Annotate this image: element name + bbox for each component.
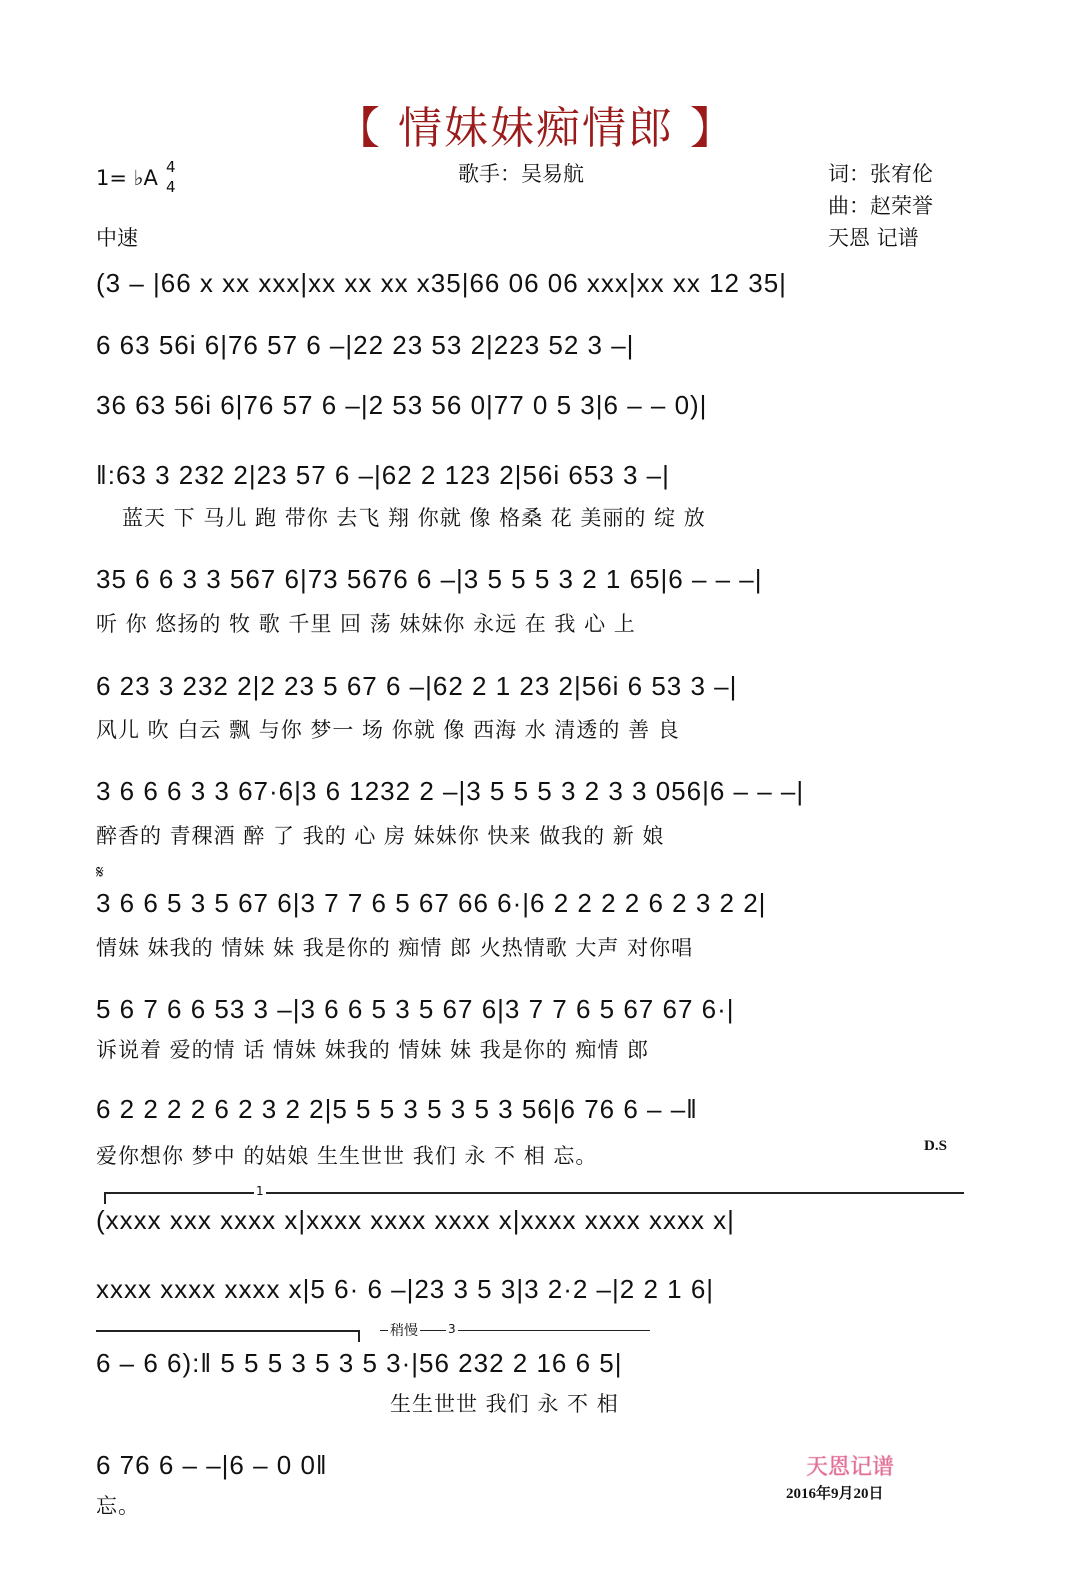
notation-row-1: (3 – |66 x xx xxx|xx xx xx x35|66 06 06 xxx|xx xx 12 35| xyxy=(96,268,787,298)
tempo-marking: 中速 xyxy=(96,226,138,250)
notation-row-5: 35 6 6 3 3 567 6|73 5676 6 –|3 5 5 5 3 2 1 65|6 – – –| xyxy=(96,564,763,594)
ending-bracket-line xyxy=(96,1330,360,1332)
time-signature-top: 4 xyxy=(166,158,176,176)
notation-row-9: 5 6 7 6 6 53 3 –|3 6 6 5 3 5 67 6|3 7 7 6 5 67 67 6·| xyxy=(96,994,735,1024)
notation-row-13: 6 – 6 6):‖ 5 5 5 3 5 3 5 3·|56 232 2 16 6 5| xyxy=(96,1348,623,1378)
notation-row-6: 6 23 3 232 2|2 23 5 67 6 –|62 2 1 23 2|56i 6 53 3 –| xyxy=(96,671,738,701)
composer-credit: 曲：赵荣誉 xyxy=(828,194,933,218)
lyrics-row-6: 风儿 吹 白云 飘 与你 梦一 场 你就 像 西海 水 清透的 善 良 xyxy=(96,718,680,742)
notation-row-7: 3 6 6 6 3 3 67·6|3 6 1232 2 –|3 5 5 5 3 2 3 3 056|6 – – –| xyxy=(96,776,805,806)
notation-row-4: ‖:63 3 232 2|23 57 6 –|62 2 123 2|56i 653 3 –| xyxy=(96,460,670,490)
transcriber-stamp: 天恩记谱 xyxy=(806,1455,895,1480)
date-label: 2016年9月20日 xyxy=(786,1486,884,1502)
lyrics-row-13: 生生世世 我们 永 不 相 xyxy=(390,1392,619,1416)
volta-number: 1 xyxy=(256,1184,264,1198)
notation-row-3: 36 63 56i 6|76 57 6 –|2 53 56 0|77 0 5 3|6 – – 0)| xyxy=(96,390,708,420)
notation-row-12: xxxx xxxx xxxx x|5 6· 6 –|23 3 5 3|3 2·2 –|2 2 1 6| xyxy=(96,1274,715,1304)
lyrics-row-5: 听 你 悠扬的 牧 歌 千里 回 荡 妹妹你 永远 在 我 心 上 xyxy=(96,612,636,636)
lyricist-credit: 词：张宥伦 xyxy=(828,162,933,186)
ending-bracket-right xyxy=(358,1330,360,1342)
page-title: 【 情妹妹痴情郎 】 xyxy=(336,103,736,154)
lyrics-row-4: 蓝天 下 马儿 跑 带你 去飞 翔 你就 像 格桑 花 美丽的 绽 放 xyxy=(122,506,706,530)
volta-bracket-left xyxy=(104,1192,106,1204)
lyrics-row-9: 诉说着 爱的情 话 情妹 妹我的 情妹 妹 我是你的 痴情 郎 xyxy=(96,1038,650,1062)
notation-row-2: 6 63 56i 6|76 57 6 –|22 23 53 2|223 52 3 –| xyxy=(96,330,635,360)
segno-mark: 𝄋 xyxy=(96,862,104,883)
volta-bracket-line xyxy=(104,1192,964,1194)
slow-triplet: 3 xyxy=(448,1322,456,1336)
lyrics-row-14: 忘。 xyxy=(96,1494,140,1518)
slow-marking: 稍慢 xyxy=(388,1320,420,1340)
lyrics-row-8: 情妹 妹我的 情妹 妹 我是你的 痴情 郎 火热情歌 大声 对你唱 xyxy=(96,936,694,960)
lyrics-row-10: 爱你想你 梦中 的姑娘 生生世世 我们 永 不 相 忘。 xyxy=(96,1144,598,1168)
time-signature-bottom: 4 xyxy=(166,178,176,196)
singer-credit: 歌手：吴易航 xyxy=(458,162,584,186)
ds-mark: D.S xyxy=(924,1138,947,1154)
notation-row-14: 6 76 6 – –|6 – 0 0‖ xyxy=(96,1450,328,1480)
notation-row-11: (xxxx xxx xxxx x|xxxx xxxx xxxx x|xxxx xxxx xxxx x| xyxy=(96,1205,735,1235)
notation-row-8: 3 6 6 5 3 5 67 6|3 7 7 6 5 67 66 6·|6 2 2 2 2 6 2 3 2 2| xyxy=(96,888,767,918)
key-signature: 1= ♭A xyxy=(96,166,158,190)
transcriber-credit: 天恩 记谱 xyxy=(828,226,919,250)
notation-row-10: 6 2 2 2 2 6 2 3 2 2|5 5 5 3 5 3 5 3 56|6 76 6 – –‖ xyxy=(96,1094,698,1124)
lyrics-row-7: 醉香的 青稞酒 醉 了 我的 心 房 妹妹你 快来 做我的 新 娘 xyxy=(96,824,665,848)
slow-bracket-line xyxy=(380,1330,650,1331)
